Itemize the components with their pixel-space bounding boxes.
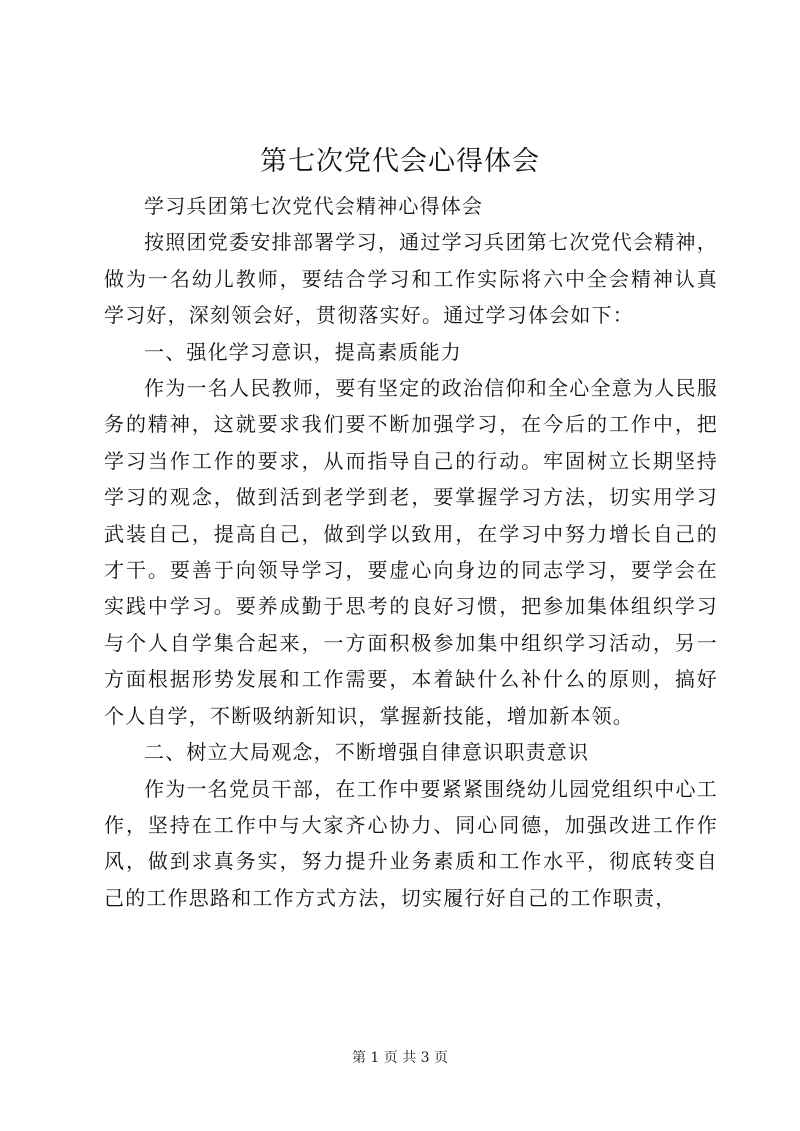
subtitle-paragraph: 学习兵团第七次党代会精神心得体会 [144,194,484,218]
document-body [104,188,718,916]
document-title: 第七次党代会心得体会 [260,146,540,177]
section-2-paragraph: 作为一名党员干部，在工作中要紧紧围绕幼儿园党组织中心工作，坚持在工作中与大家齐心协力、同心同德，加强改进工作作风，做到求真务实，努力提升业务素质和工作水平，彻底转变自己的工作思路和工作方式方法，切实履行好自己的工作职责， [104,776,718,910]
intro-paragraph: 按照团党委安排部署学习，通过学习兵团第七次党代会精神，做为一名幼儿教师，要结合学习和工作实际将六中全会精神认真学习好，深刻领会好，贯彻落实好。通过学习体会如下： [104,230,718,328]
section-heading-1: 一、强化学习意识，提高素质能力 [144,339,462,364]
section-1-paragraph: 作为一名人民教师，要有坚定的政治信仰和全心全意为人民服务的精神，这就要求我们要不断加强学习，在今后的工作中，把学习当作工作的要求，从而指导自己的行动。牢固树立长期坚持学习的观念，做到活到老学到老，要掌握学习方法，切实用学习武装自己，提高自己，做到学以致用，在学习中努力增长自己的才干。要善于向领导学习，要虚心向身边的同志学习，要学会在实践中学习。要养成勤于思考的良好习惯，把参加集体组织学习与个人自学集合起来，一方面积极参加集中组织学习活动，另一方面根据形势发展和工作需要，本着缺什么补什么的原则，搞好个人自学，不断吸纳新知识，掌握新技能，增加新本领。 [104,376,718,728]
page-footer: 第 1 页 共 3 页 [351,1050,449,1066]
section-heading-2: 二、树立大局观念，不断增强自律意识职责意识 [144,740,590,765]
